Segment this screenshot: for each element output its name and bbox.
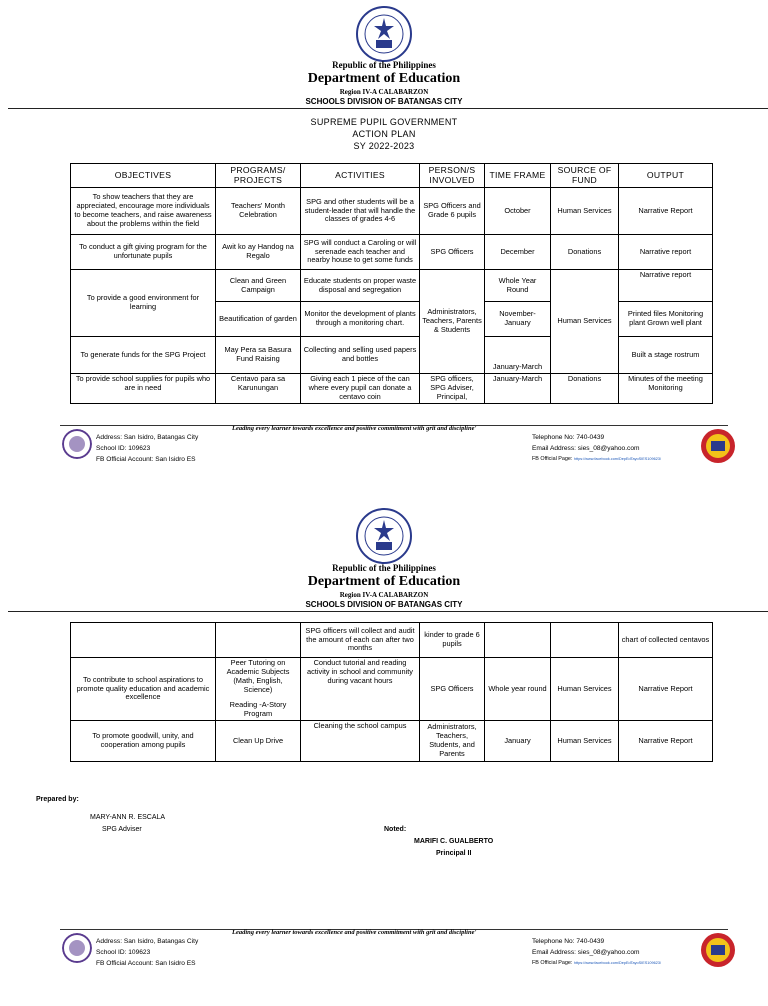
header-source-of-fund: SOURCE OF FUND [551, 164, 619, 188]
cell-program [216, 623, 301, 658]
cell-output: Narrative report [619, 270, 713, 302]
cell-program: Centavo para sa Karunungan [216, 374, 301, 404]
preparer-title: SPG Adviser [102, 826, 142, 833]
footer-fb-account: FB Official Account: San Isidro ES [96, 960, 196, 967]
cell-fund: Human Services [551, 188, 619, 235]
cell-time: Whole year round [485, 658, 551, 721]
footer-motto: Leading every learner towards excellence and positive commitment with grit and discipline' [232, 929, 477, 936]
cell-output: Narrative Report [619, 721, 713, 762]
table-row [71, 721, 713, 762]
footer-fb-page-label: FB Official Page: [532, 960, 573, 966]
noter-title: Principal II [436, 850, 472, 857]
cell-time: January [485, 721, 551, 762]
plan-title-line1: SUPREME PUPIL GOVERNMENT [310, 117, 458, 127]
preparer-name: MARY-ANN R. ESCALA [90, 814, 166, 821]
cell-output: Printed files Monitoring plant Grown well plant [619, 302, 713, 337]
cell-output: Narrative report [619, 235, 713, 270]
footer-motto: Leading every learner towards excellence and positive commitment with grit and discipline' [232, 425, 477, 432]
cell-objective: To conduct a gift giving program for the unfortunate pupils [71, 235, 216, 270]
cell-time [485, 623, 551, 658]
footer-email: Email Address: sies_08@yahoo.com [532, 445, 640, 452]
cell-time: Whole Year Round [485, 270, 551, 302]
cell-time: December [485, 235, 551, 270]
division-text: SCHOOLS DIVISION OF BATANGAS CITY [305, 600, 463, 609]
action-plan-table [70, 163, 713, 404]
cell-fund: Donations [551, 235, 619, 270]
footer-fb-page [532, 454, 661, 465]
division-logo-icon [700, 932, 736, 968]
cell-objective: To contribute to school aspirations to promote quality education and academic excellence [71, 658, 216, 721]
division-logo-icon [700, 428, 736, 464]
department-title: Department of Education [307, 71, 461, 86]
noted-label: Noted: [384, 826, 407, 833]
header-activities: ACTIVITIES [301, 164, 420, 188]
cell-objective: To generate funds for the SPG Project [71, 337, 216, 374]
cell-objective: To show teachers that they are appreciated, encourage more individuals to become teachers, and raise awareness about the problems within the field [71, 188, 216, 235]
noter-name: MARIFI C. GUALBERTO [414, 838, 494, 845]
cell-program: Teachers' Month Celebration [216, 188, 301, 235]
cell-program: Awit ko ay Handog na Regalo [216, 235, 301, 270]
footer-fb-page-label: FB Official Page: [532, 456, 573, 462]
cell-output: Built a stage rostrum [619, 337, 713, 374]
deped-seal-icon [356, 6, 412, 62]
cell-activity: SPG officers will collect and audit the amount of each can after two months [301, 623, 420, 658]
footer-fb-page-link[interactable]: https://www.facebook.com/DepEdTayoSIES109623/ [573, 457, 662, 461]
header-time-frame: TIME FRAME [485, 164, 551, 188]
cell-objective: To provide a good environment for learning [71, 270, 216, 337]
deped-seal-icon [356, 508, 412, 564]
cell-persons: SPG Officers [420, 235, 485, 270]
cell-fund [551, 623, 619, 658]
action-plan-table-continued [70, 622, 713, 762]
cell-program: May Pera sa Basura Fund Raising [216, 337, 301, 374]
footer-school-id: School ID: 109623 [96, 949, 151, 956]
table-row [71, 623, 713, 658]
cell-program: Clean and Green Campaign [216, 270, 301, 302]
region-text: Region IV-A CALABARZON [339, 88, 429, 96]
cell-objective: To promote goodwill, unity, and cooperation among pupils [71, 721, 216, 762]
cell-time: November-January [485, 302, 551, 337]
region-text: Region IV-A CALABARZON [339, 591, 429, 599]
footer-fb-account: FB Official Account: San Isidro ES [96, 456, 196, 463]
division-text: SCHOOLS DIVISION OF BATANGAS CITY [305, 97, 463, 106]
school-logo-icon [62, 429, 92, 459]
cell-objective: To provide school supplies for pupils who are in need [71, 374, 216, 404]
cell-output: Minutes of the meeting Monitoring [619, 374, 713, 404]
cell-activity: Collecting and selling used papers and bottles [301, 337, 420, 374]
header-persons: PERSON/S INVOLVED [420, 164, 485, 188]
table-row [71, 270, 713, 302]
cell-persons: Administrators, Teachers, Students, and Parents [420, 721, 485, 762]
cell-activity: Giving each 1 piece of the can where every pupil can donate a centavo coin [301, 374, 420, 404]
cell-fund: Human Services [551, 658, 619, 721]
cell-persons: SPG Officers and Grade 6 pupils [420, 188, 485, 235]
header-output: OUTPUT [619, 164, 713, 188]
plan-title-line2: ACTION PLAN [352, 129, 416, 139]
program-peer-tutoring: Peer Tutoring on Academic Subjects (Math, English, Science) [226, 658, 290, 694]
footer-telephone: Telephone No: 740-0439 [532, 434, 605, 441]
header-programs: PROGRAMS/ PROJECTS [216, 164, 301, 188]
prepared-by-label: Prepared by: [36, 796, 79, 803]
cell-program [216, 658, 301, 721]
cell-fund: Donations [551, 374, 619, 404]
cell-program: Clean Up Drive [216, 721, 301, 762]
header-divider [8, 108, 768, 109]
cell-program: Beautification of garden [216, 302, 301, 337]
cell-activity: Cleaning the school campus [301, 721, 420, 762]
cell-output: Narrative Report [619, 658, 713, 721]
cell-output: Narrative Report [619, 188, 713, 235]
table-row [71, 235, 713, 270]
cell-time: January-March [485, 374, 551, 404]
cell-activity: Monitor the development of plants through a monitoring chart. [301, 302, 420, 337]
cell-activity: SPG and other students will be a student-leader that will handle the classes of grades 4-6 [301, 188, 420, 235]
footer-email: Email Address: sies_08@yahoo.com [532, 949, 640, 956]
cell-output: chart of collected centavos [619, 623, 713, 658]
header-divider [8, 611, 768, 612]
department-title: Department of Education [307, 574, 461, 589]
footer-fb-page [532, 958, 661, 969]
program-reading: Reading -A-Story Program [229, 700, 287, 719]
cell-objective [71, 623, 216, 658]
cell-persons: SPG officers, SPG Adviser, Principal, [420, 374, 485, 404]
cell-activity: Conduct tutorial and reading activity in school and community during vacant hours [301, 658, 420, 721]
cell-persons: Administrators, Teachers, Parents & Students [420, 270, 485, 374]
cell-fund: Human Services [551, 721, 619, 762]
cell-fund: Human Services [551, 270, 619, 374]
header-objectives: OBJECTIVES [71, 164, 216, 188]
cell-time: January-March [485, 337, 551, 374]
footer-fb-page-link[interactable]: https://www.facebook.com/DepEdTayoSIES109623/ [573, 961, 662, 965]
footer-school-id: School ID: 109623 [96, 445, 151, 452]
table-row [71, 188, 713, 235]
plan-title-line3: SY 2022-2023 [353, 141, 415, 151]
footer-address: Address: San Isidro, Batangas City [96, 938, 199, 945]
cell-time: October [485, 188, 551, 235]
table-row [71, 374, 713, 404]
cell-persons: kinder to grade 6 pupils [420, 623, 485, 658]
cell-activity: Educate students on proper waste disposal and segregation [301, 270, 420, 302]
republic-text: Republic of the Philippines [332, 563, 436, 573]
footer-telephone: Telephone No: 740-0439 [532, 938, 605, 945]
republic-text: Republic of the Philippines [332, 60, 436, 70]
table-row [71, 658, 713, 721]
cell-persons: SPG Officers [420, 658, 485, 721]
school-logo-icon [62, 933, 92, 963]
footer-address: Address: San Isidro, Batangas City [96, 434, 199, 441]
cell-activity: SPG will conduct a Caroling or will serenade each teacher and nearby house to get some funds [301, 235, 420, 270]
table-header-row [71, 164, 713, 188]
